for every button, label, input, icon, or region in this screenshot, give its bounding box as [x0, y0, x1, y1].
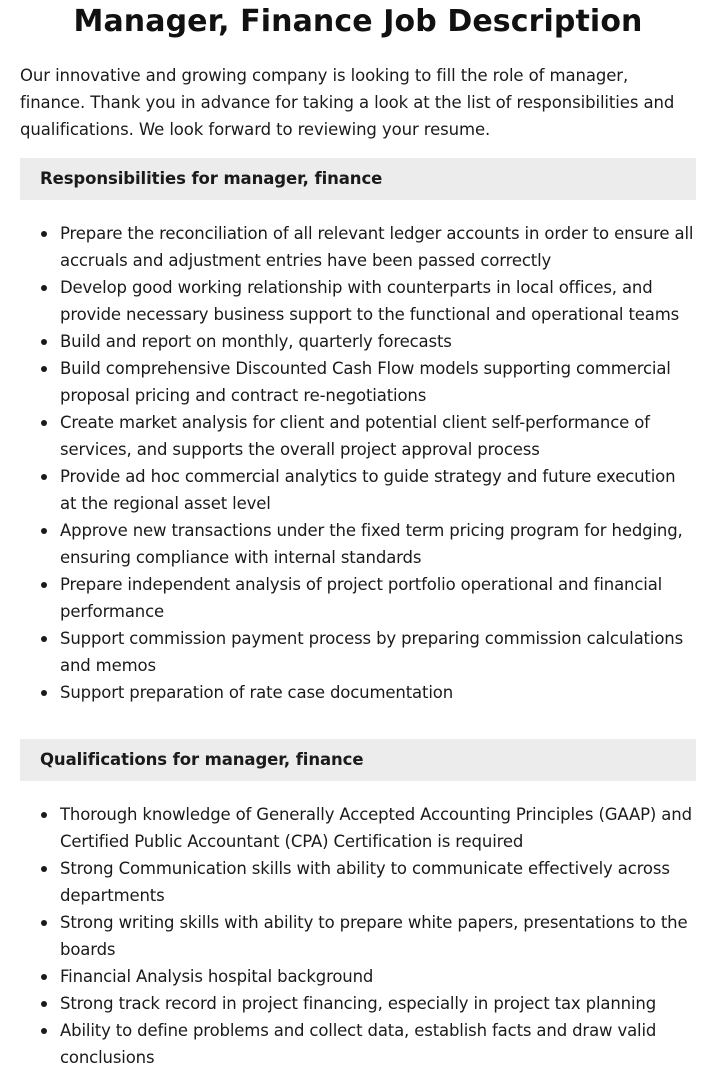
- list-item: [20, 220, 696, 274]
- bullet-icon: [41, 920, 47, 926]
- bullet-icon: [41, 339, 47, 345]
- list-item: [20, 1017, 696, 1071]
- list-item: [20, 409, 696, 463]
- list-item-text: Create market analysis for client and potential client self-performance of services, and supports the overall project approval process: [60, 413, 650, 459]
- bullet-icon: [41, 420, 47, 426]
- intro-paragraph: Our innovative and growing company is looking to fill the role of manager, finance. Thank you in advance for taking a look at the list of responsibilities and qualifications. We look forward to reviewing your resume.: [20, 66, 675, 139]
- list-item: [20, 801, 696, 855]
- list-item: [20, 855, 696, 909]
- bullet-icon: [41, 690, 47, 696]
- list-item: [20, 909, 696, 963]
- list-item: [20, 274, 696, 328]
- bullet-icon: [41, 582, 47, 588]
- list-item-text: Support preparation of rate case documentation: [60, 683, 453, 702]
- list-item-text: Provide ad hoc commercial analytics to guide strategy and future execution at the regional asset level: [60, 467, 676, 513]
- list-item-text: Support commission payment process by preparing commission calculations and memos: [60, 629, 684, 675]
- list-item-text: Develop good working relationship with counterparts in local offices, and provide necessary business support to the functional and operational teams: [60, 278, 680, 324]
- page-title: Manager, Finance Job Description: [73, 4, 643, 39]
- bullet-icon: [41, 1028, 47, 1034]
- section-spacer: [20, 706, 696, 724]
- bullet-icon: [41, 812, 47, 818]
- list-item-text: Prepare independent analysis of project portfolio operational and financial performance: [60, 575, 663, 621]
- list-item-text: Thorough knowledge of Generally Accepted Accounting Principles (GAAP) and Certified Public Accountant (CPA) Certification is required: [60, 805, 692, 851]
- list-item-text: Ability to define problems and collect data, establish facts and draw valid conclusions: [60, 1021, 657, 1067]
- list-item-text: Strong writing skills with ability to prepare white papers, presentations to the boards: [60, 913, 688, 959]
- list-item: [20, 679, 696, 706]
- bullet-icon: [41, 528, 47, 534]
- bullet-icon: [41, 366, 47, 372]
- list-item: [20, 990, 696, 1017]
- bullet-icon: [41, 474, 47, 480]
- list-item: [20, 517, 696, 571]
- list-item-text: Strong track record in project financing, especially in project tax planning: [60, 994, 657, 1013]
- bullet-icon: [41, 285, 47, 291]
- list-item-text: Build comprehensive Discounted Cash Flow models supporting commercial proposal pricing and contract re-negotiations: [60, 359, 671, 405]
- list-item: [20, 963, 696, 990]
- bullet-icon: [41, 231, 47, 237]
- list-item: [20, 328, 696, 355]
- responsibilities-list: [20, 220, 696, 706]
- list-item-text: Prepare the reconciliation of all relevant ledger accounts in order to ensure all accruals and adjustment entries have been passed correctly: [60, 224, 694, 270]
- bullet-icon: [41, 636, 47, 642]
- list-item-text: Approve new transactions under the fixed term pricing program for hedging, ensuring compliance with internal standards: [60, 521, 683, 567]
- list-item: [20, 463, 696, 517]
- list-item: [20, 355, 696, 409]
- bullet-icon: [41, 974, 47, 980]
- list-item-text: Build and report on monthly, quarterly forecasts: [60, 332, 452, 351]
- list-item-text: Strong Communication skills with ability to communicate effectively across departments: [60, 859, 670, 905]
- list-item: [20, 571, 696, 625]
- bullet-icon: [41, 1001, 47, 1007]
- qualifications-list: [20, 801, 696, 1071]
- qualifications-heading: Qualifications for manager, finance: [20, 739, 696, 781]
- bullet-icon: [41, 866, 47, 872]
- list-item-text: Financial Analysis hospital background: [60, 967, 374, 986]
- list-item: [20, 625, 696, 679]
- responsibilities-heading: Responsibilities for manager, finance: [20, 158, 696, 200]
